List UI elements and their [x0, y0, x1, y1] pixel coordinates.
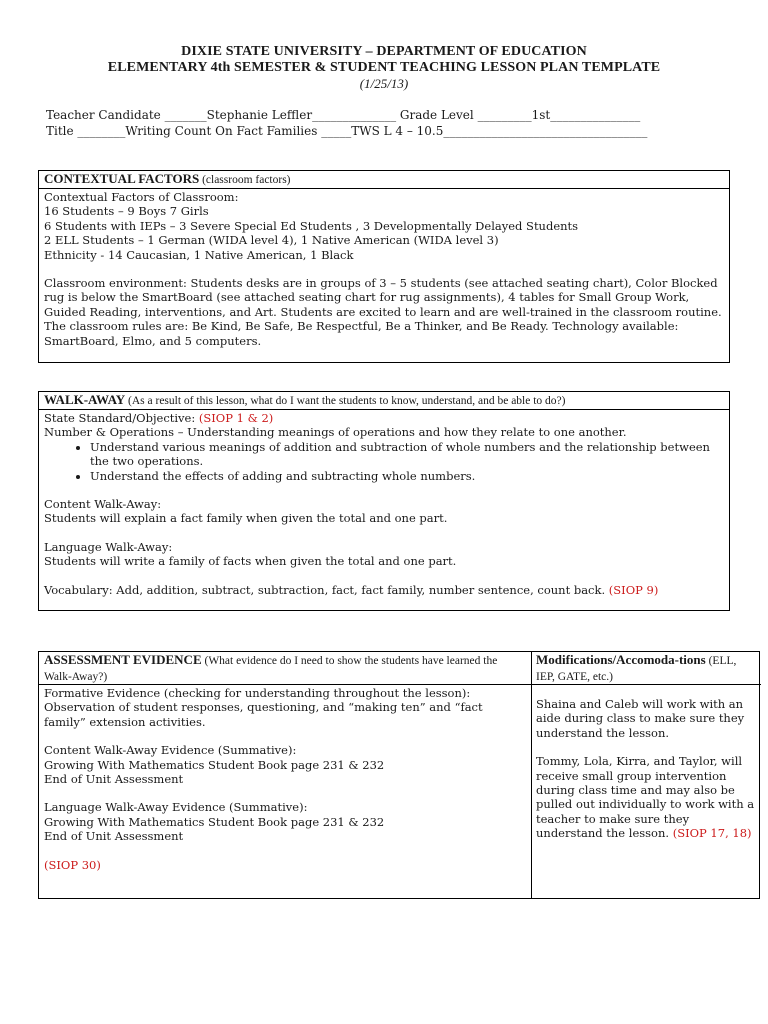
grade-blank: _______________	[550, 108, 641, 122]
language-walkaway-label: Language Walk-Away:	[44, 539, 173, 554]
vocabulary	[44, 583, 724, 597]
walk-away-note: (As a result of this lesson, what do I want the students to know, understand, and be able to do?)	[125, 395, 566, 407]
siop-reference: (SIOP 1 & 2)	[198, 411, 274, 425]
modifications-body	[531, 685, 761, 842]
content-evidence-label: Content Walk-Away Evidence (Summative):	[44, 743, 297, 758]
template-date: (1/25/13)	[359, 76, 409, 91]
siop-reference: (SIOP 17, 18)	[672, 826, 752, 841]
contextual-factors-body	[39, 189, 729, 349]
siop-reference: (SIOP 9)	[608, 582, 659, 597]
bullet-item: • Understand various meanings of addition and subtraction of whole numbers and the relationship between the two operations.	[90, 440, 724, 469]
formative-text: Observation of student responses, questioning, and “making ten” and “fact family” extension activities.	[44, 700, 483, 729]
contextual-factors-title: CONTEXTUAL FACTORS	[44, 171, 200, 186]
content-evidence-line: End of Unit Assessment	[44, 772, 184, 787]
vocabulary-text: Vocabulary: Add, addition, subtract, subtraction, fact, fact family, number sentence, count back.	[44, 582, 609, 597]
context-line: Ethnicity - 14 Caucasian, 1 Native American, 1 Black	[44, 247, 354, 262]
modification-paragraph	[536, 754, 756, 840]
language-evidence-line: Growing With Mathematics Student Book page 231 & 232	[44, 814, 385, 829]
standard-bullets	[44, 440, 724, 483]
walk-away-header	[39, 392, 729, 410]
bullet-item: • Understand the effects of adding and subtracting whole numbers.	[90, 469, 724, 483]
assessment-body	[39, 685, 531, 873]
language-walkaway-text: Students will write a family of facts when given the total and one part.	[44, 554, 457, 569]
assessment-box	[38, 651, 760, 899]
contextual-factors-header	[39, 171, 729, 189]
walk-away-body	[39, 410, 729, 598]
state-standard	[44, 411, 724, 425]
walk-away-box	[38, 391, 730, 611]
tws-value: TWS L 4 – 10.5	[351, 124, 444, 138]
document-header	[0, 44, 768, 91]
content-evidence-line: Growing With Mathematics Student Book page 231 & 232	[44, 757, 385, 772]
state-standard-label: State Standard/Objective:	[44, 411, 199, 425]
assessment-header	[39, 652, 531, 685]
context-line: 16 Students – 9 Boys 7 Girls	[44, 204, 209, 219]
modifications-note: (ELL, IEP, GATE, etc.)	[536, 655, 737, 683]
assessment-column	[39, 652, 532, 898]
candidate-blank: _______	[164, 108, 207, 122]
modifications-title: Modifications/Accomoda-tions	[536, 652, 706, 667]
context-line: 2 ELL Students – 1 German (WIDA level 4), 1 Native American (WIDA level 3)	[44, 233, 499, 248]
formative-label: Formative Evidence (checking for understanding throughout the lesson):	[44, 686, 471, 700]
standard-text: Number & Operations – Understanding meanings of operations and how they relate to one another.	[44, 425, 627, 440]
modifications-column	[531, 652, 761, 898]
candidate-blank: ______________	[312, 108, 397, 122]
title-line	[46, 123, 736, 139]
candidate-value: Stephanie Leffler	[206, 108, 313, 122]
context-line: 6 Students with IEPs – 3 Severe Special Ed Students , 3 Developmentally Delayed Students	[44, 218, 579, 233]
context-line: Contextual Factors of Classroom:	[44, 190, 239, 204]
title-label: Title	[46, 124, 78, 138]
title-blank: ________	[77, 124, 126, 138]
modification-paragraph: Shaina and Caleb will work with an aide during class to make sure they understand the lesson.	[536, 697, 745, 740]
walk-away-title: WALK-AWAY	[44, 392, 126, 407]
template-title: ELEMENTARY 4th SEMESTER & STUDENT TEACHING LESSON PLAN TEMPLATE	[107, 60, 661, 75]
content-walkaway-text: Students will explain a fact family when given the total and one part.	[44, 511, 448, 526]
modification-text: Tommy, Lola, Kirra, and Taylor, will receive small group intervention during class time and may also be pulled out individually to work with a teacher to make sure they understand the lesson.	[536, 754, 755, 841]
contextual-factors-note: (classroom factors)	[199, 174, 291, 186]
content-walkaway-label: Content Walk-Away:	[44, 497, 162, 512]
contextual-factors-box	[38, 170, 730, 363]
title-value: Writing Count On Fact Families	[125, 124, 318, 138]
siop-reference: (SIOP 30)	[44, 857, 101, 872]
assessment-title: ASSESSMENT EVIDENCE	[44, 652, 202, 667]
modifications-header	[531, 652, 761, 685]
language-evidence-line: End of Unit Assessment	[44, 829, 184, 844]
assessment-note: (What evidence do I need to show the students have learned the Walk-Away?)	[44, 655, 498, 683]
grade-value: 1st	[531, 108, 551, 122]
language-evidence-label: Language Walk-Away Evidence (Summative):	[44, 800, 308, 815]
teacher-grade-line	[46, 107, 736, 123]
university-title: DIXIE STATE UNIVERSITY – DEPARTMENT OF EDUCATION	[181, 44, 587, 59]
tws-blank: __________________________________	[443, 124, 648, 138]
classroom-environment: Classroom environment: Students desks are in groups of 3 – 5 students (see attached seating chart), Color Blocked rug is below the SmartBoard (see attached seating chart for rug assignments), 4 tables for Small Group Work, Guided Reading, interventions, and Art. Students are excited to learn and are well-trained in the classroom routine. The classroom rules are: Be Kind, Be Safe, Be Respectful, Be a Thinker, and Be Ready. Technology available: SmartBoard, Elmo, and 5 computers.	[44, 276, 722, 348]
grade-blank: _________	[477, 108, 532, 122]
candidate-label: Teacher Candidate	[46, 108, 165, 122]
title-blank: _____	[317, 124, 352, 138]
grade-label: Grade Level	[396, 108, 478, 122]
